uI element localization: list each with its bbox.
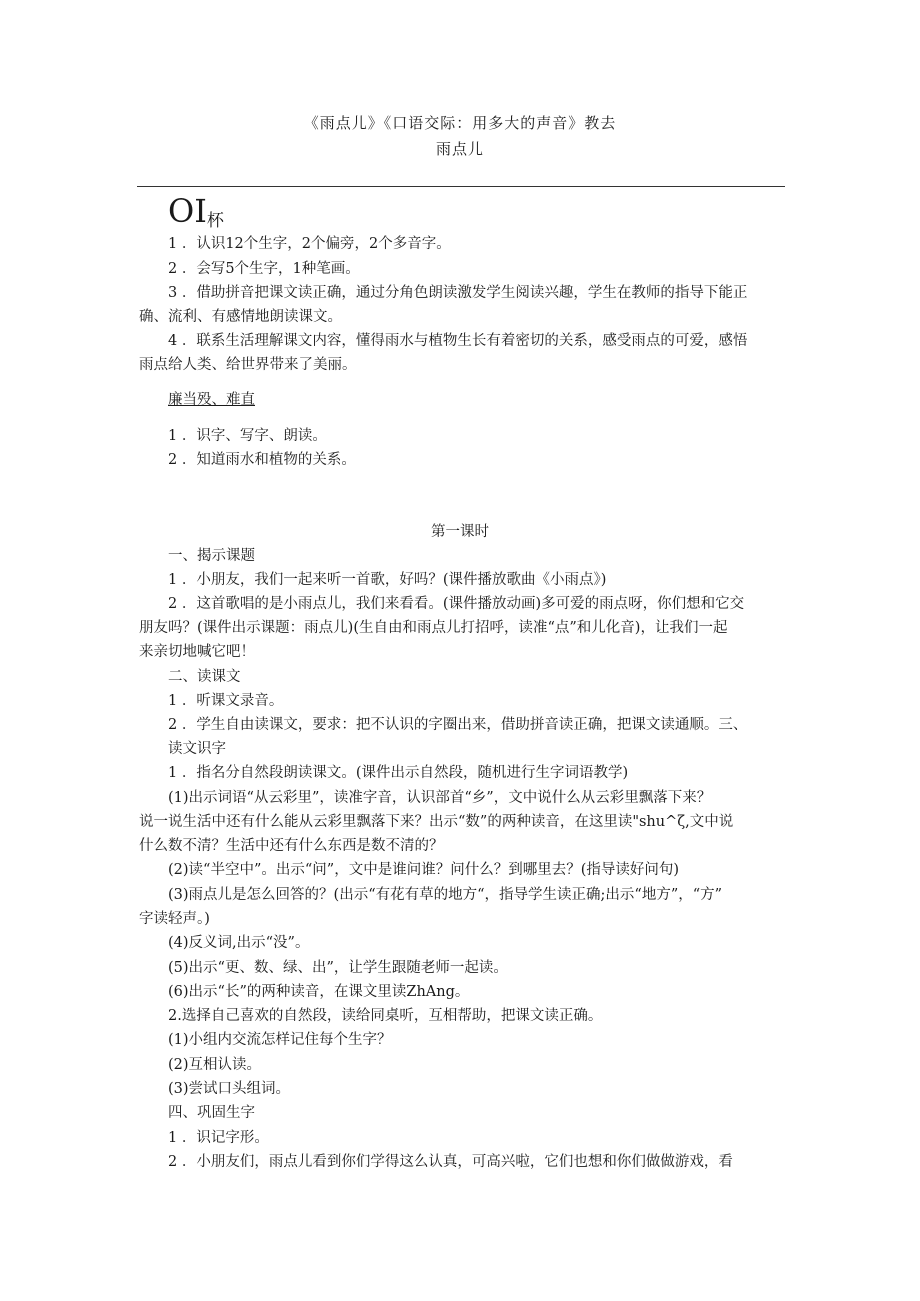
body-line: (3)尝试口头组词。 [168,1081,291,1097]
goal-line: 4 ．联系生活理解课文内容，懂得雨水与植物生长有着密切的关系，感受雨点的可爱，感悟 [168,333,748,349]
goal-line: 2 ．会写5个生字，1种笔画。 [168,261,360,277]
body-line: 四、巩固生字 [168,1105,255,1121]
body-line: 2 ．小朋友们，雨点儿看到你们学得这么认真，可高兴啦，它们也想和你们做做游戏，看 [168,1154,733,1170]
key-point-line: 2 ．知道雨水和植物的关系。 [168,452,356,468]
body-line: 朋友吗？(课件出示课题：雨点儿)(生自由和雨点儿打招呼，读准“点”和儿化音)，让我们一起 [139,620,728,636]
body-line: 字读轻声。) [139,911,210,927]
goal-line: 3 ．借助拼音把课文读正确，通过分角色朗读激发学生阅读兴趣，学生在教师的指导下能正 [168,285,748,301]
document-title: 《雨点儿》《口语交际：用多大的声音》教去 [303,114,617,132]
goal-line: 雨点给人类、给世界带来了美丽。 [139,357,357,373]
goals-heading-small: 杯 [206,211,224,231]
body-line: 1 ．识记字形。 [168,1130,269,1146]
key-points-heading: 廉当殁、难直 [168,392,255,408]
body-line: (5)出示“更、数、绿、出”，让学生跟随老师一起读。 [168,960,508,976]
body-line: 1 ．小朋友，我们一起来听一首歌，好吗？(课件播放歌曲《小雨点》) [168,572,607,588]
body-line: 读文识字 [168,741,226,757]
document-subtitle: 雨点儿 [435,140,484,158]
body-line: 一、揭示课题 [168,548,255,564]
body-line: 2 ．学生自由读课文，要求：把不认识的字圈出来，借助拼音读正确，把课文读通顺。三、 [168,717,748,733]
body-line: 1 ．听课文录音。 [168,693,284,709]
body-line: (2)读“半空中”。出示“问”，文中是谁问谁？问什么？到哪里去？(指导读好问句) [168,862,680,878]
goal-line: 确、流利、有感情地朗读课文。 [139,309,342,325]
body-line: (4)反义词,出示“没”。 [168,935,310,951]
goal-line: 1 ．认识12个生字，2个偏旁，2个多音字。 [168,236,451,252]
key-point-line: 1 ．识字、写字、朗读。 [168,428,327,444]
lesson-title: 第一课时 [431,524,489,540]
body-line: 来亲切地喊它吧！ [139,644,255,660]
horizontal-rule [137,186,785,187]
body-line: (1)小组内交流怎样记住每个生字？ [168,1032,392,1048]
body-line: 1 ．指名分自然段朗读课文。(课件出示自然段，随机进行生字词语教学) [168,765,629,781]
body-line: 说一说生活中还有什么能从云彩里飘落下来？出示“数”的两种读音，在这里读"shu^ζ,文中说 [139,814,734,830]
body-line: 2 ．这首歌唱的是小雨点儿，我们来看看。(课件播放动画)多可爱的雨点呀，你们想和它交 [168,596,745,612]
body-line: 2.选择自己喜欢的自然段，读给同桌听，互相帮助，把课文读正确。 [168,1008,603,1024]
body-line: (3)雨点儿是怎么回答的？(出示“有花有草的地方“，指导学生读正确;出示“地方”，“方” [168,887,723,903]
body-line: 二、读课文 [168,669,241,685]
body-line: 什么数不清？生活中还有什么东西是数不清的？ [139,838,444,854]
goals-heading [168,192,224,231]
goals-heading-big: OI [168,192,207,230]
body-line: (6)出示“长”的两种读音，在课文里读ZhAng。 [168,984,470,1000]
body-line: (2)互相认读。 [168,1057,262,1073]
body-line: (1)出示词语“从云彩里”，读准字音，认识部首“乡”，文中说什么从云彩里飘落下来？ [168,790,712,806]
